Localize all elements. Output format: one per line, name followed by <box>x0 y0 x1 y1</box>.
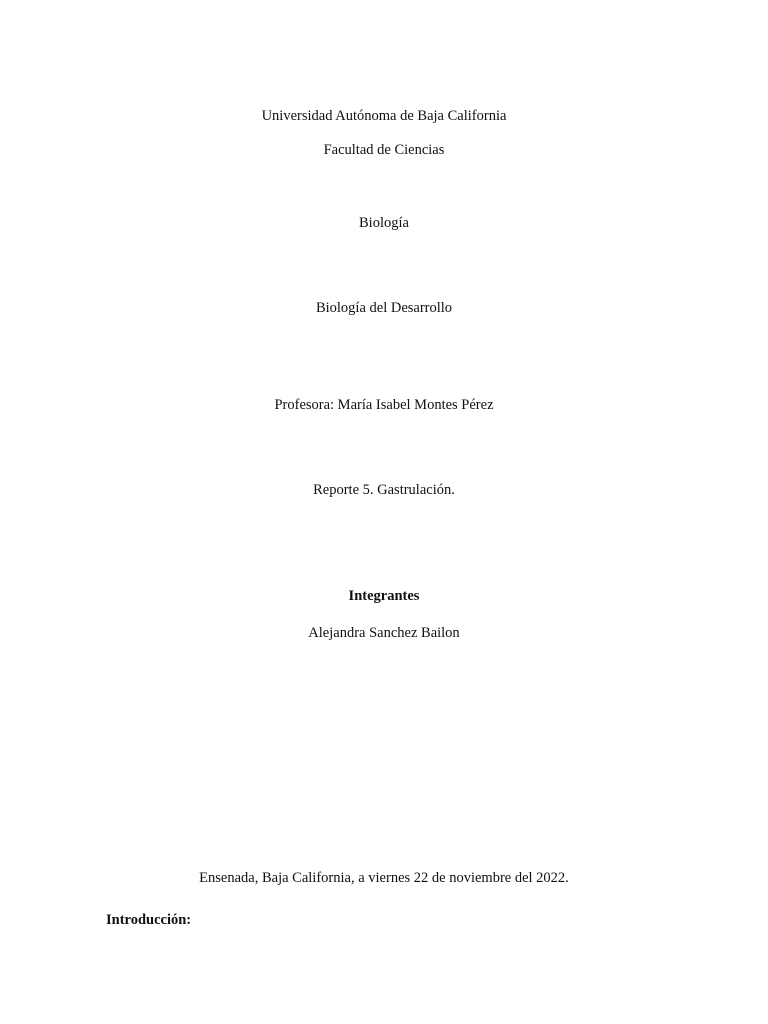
members-heading: Integrantes <box>348 588 420 604</box>
faculty-name: Facultad de Ciencias <box>323 142 445 158</box>
university-name: Universidad Autónoma de Baja California <box>261 108 507 124</box>
place-date: Ensenada, Baja California, a viernes 22 de noviembre del 2022. <box>199 870 569 886</box>
report-title: Reporte 5. Gastrulación. <box>313 482 455 498</box>
professor-name: Profesora: María Isabel Montes Pérez <box>274 397 494 413</box>
course-name: Biología del Desarrollo <box>315 300 453 316</box>
program-name: Biología <box>359 215 409 231</box>
member-name: Alejandra Sanchez Bailon <box>308 625 460 641</box>
introduction-heading: Introducción: <box>106 912 192 928</box>
